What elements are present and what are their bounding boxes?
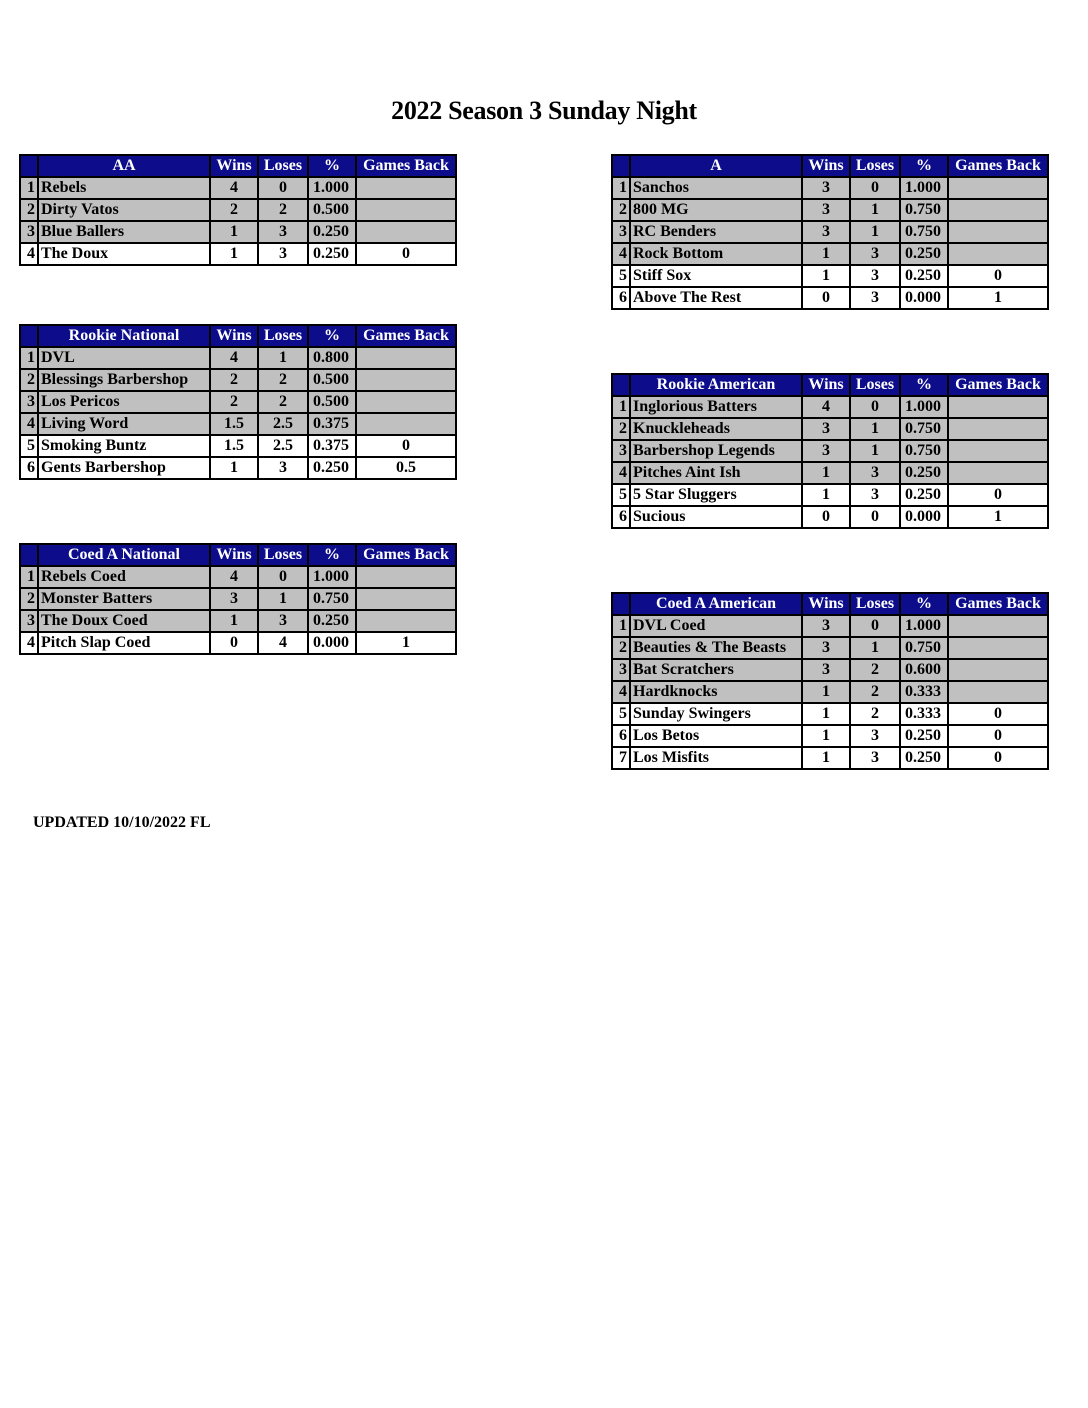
table-row bbox=[612, 637, 1048, 659]
games-back-cell: 0 bbox=[948, 703, 1048, 725]
loses-header: Loses bbox=[258, 544, 308, 566]
rank-header bbox=[612, 155, 630, 177]
wins-cell: 1 bbox=[210, 610, 258, 632]
table-row bbox=[20, 457, 456, 479]
wins-header: Wins bbox=[210, 325, 258, 347]
rank-cell: 2 bbox=[20, 199, 38, 221]
pct-header: % bbox=[900, 374, 948, 396]
team-name: Rebels bbox=[38, 177, 210, 199]
pct-cell: 0.250 bbox=[900, 747, 948, 769]
division-name: Coed A National bbox=[38, 544, 210, 566]
games-back-cell: 0 bbox=[948, 484, 1048, 506]
team-name: Bat Scratchers bbox=[630, 659, 802, 681]
loses-cell: 2 bbox=[258, 391, 308, 413]
team-name: DVL bbox=[38, 347, 210, 369]
team-name: Stiff Sox bbox=[630, 265, 802, 287]
pct-cell: 1.000 bbox=[900, 396, 948, 418]
loses-cell: 0 bbox=[850, 615, 900, 637]
header-row bbox=[612, 374, 1048, 396]
pct-cell: 0.750 bbox=[308, 588, 356, 610]
rank-cell: 1 bbox=[20, 566, 38, 588]
loses-cell: 1 bbox=[850, 637, 900, 659]
pct-cell: 0.250 bbox=[308, 221, 356, 243]
rank-cell: 4 bbox=[20, 243, 38, 265]
wins-cell: 3 bbox=[802, 440, 850, 462]
loses-cell: 2 bbox=[850, 703, 900, 725]
games-back-cell bbox=[356, 369, 456, 391]
table-row bbox=[612, 703, 1048, 725]
wins-cell: 1 bbox=[210, 457, 258, 479]
table-row bbox=[20, 199, 456, 221]
games-back-header: Games Back bbox=[356, 325, 456, 347]
loses-cell: 3 bbox=[850, 243, 900, 265]
rank-cell: 6 bbox=[20, 457, 38, 479]
games-back-cell bbox=[948, 681, 1048, 703]
rank-cell: 2 bbox=[612, 637, 630, 659]
games-back-cell: 0 bbox=[948, 747, 1048, 769]
table-row bbox=[20, 347, 456, 369]
games-back-cell: 1 bbox=[356, 632, 456, 654]
loses-cell: 3 bbox=[258, 457, 308, 479]
team-name: Sunday Swingers bbox=[630, 703, 802, 725]
table-row bbox=[20, 413, 456, 435]
team-name: Monster Batters bbox=[38, 588, 210, 610]
loses-cell: 2.5 bbox=[258, 435, 308, 457]
games-back-cell bbox=[356, 221, 456, 243]
loses-cell: 3 bbox=[258, 243, 308, 265]
games-back-cell bbox=[948, 221, 1048, 243]
wins-header: Wins bbox=[802, 155, 850, 177]
team-name: Dirty Vatos bbox=[38, 199, 210, 221]
loses-header: Loses bbox=[258, 155, 308, 177]
table-row bbox=[612, 440, 1048, 462]
header-row bbox=[20, 544, 456, 566]
wins-cell: 1.5 bbox=[210, 435, 258, 457]
loses-cell: 1 bbox=[850, 221, 900, 243]
rank-cell: 6 bbox=[612, 287, 630, 309]
pct-cell: 0.375 bbox=[308, 435, 356, 457]
wins-cell: 3 bbox=[802, 615, 850, 637]
games-back-cell: 1 bbox=[948, 287, 1048, 309]
loses-cell: 0 bbox=[850, 506, 900, 528]
rank-cell: 2 bbox=[612, 199, 630, 221]
pct-cell: 0.750 bbox=[900, 199, 948, 221]
team-name: Barbershop Legends bbox=[630, 440, 802, 462]
rank-header bbox=[20, 544, 38, 566]
pct-cell: 0.500 bbox=[308, 391, 356, 413]
rank-cell: 3 bbox=[612, 440, 630, 462]
loses-cell: 2.5 bbox=[258, 413, 308, 435]
table-row bbox=[20, 391, 456, 413]
loses-cell: 3 bbox=[850, 287, 900, 309]
pct-cell: 0.000 bbox=[900, 287, 948, 309]
wins-cell: 4 bbox=[210, 566, 258, 588]
pct-cell: 0.750 bbox=[900, 637, 948, 659]
wins-cell: 3 bbox=[210, 588, 258, 610]
pct-header: % bbox=[308, 544, 356, 566]
wins-cell: 2 bbox=[210, 369, 258, 391]
games-back-cell bbox=[356, 566, 456, 588]
team-name: Pitches Aint Ish bbox=[630, 462, 802, 484]
pct-cell: 0.500 bbox=[308, 199, 356, 221]
table-row bbox=[612, 221, 1048, 243]
pct-cell: 0.250 bbox=[308, 243, 356, 265]
pct-cell: 0.600 bbox=[900, 659, 948, 681]
games-back-header: Games Back bbox=[948, 374, 1048, 396]
table-row bbox=[20, 632, 456, 654]
team-name: Blessings Barbershop bbox=[38, 369, 210, 391]
games-back-cell bbox=[948, 396, 1048, 418]
wins-cell: 0 bbox=[802, 287, 850, 309]
team-name: Los Betos bbox=[630, 725, 802, 747]
table-row bbox=[612, 725, 1048, 747]
games-back-cell bbox=[948, 659, 1048, 681]
standings-table-aa bbox=[19, 154, 457, 266]
rank-cell: 1 bbox=[612, 396, 630, 418]
rank-cell: 4 bbox=[20, 632, 38, 654]
pct-header: % bbox=[900, 593, 948, 615]
loses-cell: 3 bbox=[850, 484, 900, 506]
page-title: 2022 Season 3 Sunday Night bbox=[391, 96, 697, 125]
wins-cell: 2 bbox=[210, 199, 258, 221]
loses-cell: 0 bbox=[258, 177, 308, 199]
rank-cell: 2 bbox=[20, 588, 38, 610]
division-name: Coed A American bbox=[630, 593, 802, 615]
games-back-cell: 0 bbox=[356, 243, 456, 265]
table-row bbox=[612, 462, 1048, 484]
games-back-cell bbox=[356, 610, 456, 632]
wins-header: Wins bbox=[210, 544, 258, 566]
wins-header: Wins bbox=[210, 155, 258, 177]
table-row bbox=[20, 566, 456, 588]
pct-header: % bbox=[308, 155, 356, 177]
wins-cell: 1 bbox=[802, 484, 850, 506]
division-name: Rookie American bbox=[630, 374, 802, 396]
pct-cell: 0.250 bbox=[900, 484, 948, 506]
rank-cell: 3 bbox=[20, 221, 38, 243]
wins-header: Wins bbox=[802, 593, 850, 615]
games-back-header: Games Back bbox=[356, 544, 456, 566]
table-row bbox=[20, 221, 456, 243]
division-name: A bbox=[630, 155, 802, 177]
wins-cell: 4 bbox=[802, 396, 850, 418]
games-back-cell bbox=[948, 637, 1048, 659]
wins-cell: 1 bbox=[802, 243, 850, 265]
rank-cell: 6 bbox=[612, 506, 630, 528]
team-name: The Doux bbox=[38, 243, 210, 265]
pct-cell: 0.750 bbox=[900, 418, 948, 440]
pct-header: % bbox=[308, 325, 356, 347]
games-back-cell bbox=[948, 177, 1048, 199]
rank-cell: 1 bbox=[612, 615, 630, 637]
wins-cell: 3 bbox=[802, 637, 850, 659]
loses-cell: 1 bbox=[850, 418, 900, 440]
wins-cell: 1 bbox=[802, 265, 850, 287]
team-name: Los Pericos bbox=[38, 391, 210, 413]
wins-cell: 4 bbox=[210, 347, 258, 369]
table-row bbox=[612, 287, 1048, 309]
team-name: Blue Ballers bbox=[38, 221, 210, 243]
standings-table-rookie-national bbox=[19, 324, 457, 480]
games-back-header: Games Back bbox=[356, 155, 456, 177]
table-row bbox=[20, 610, 456, 632]
games-back-cell bbox=[948, 440, 1048, 462]
rank-cell: 2 bbox=[20, 369, 38, 391]
team-name: Beauties & The Beasts bbox=[630, 637, 802, 659]
table-row bbox=[612, 681, 1048, 703]
header-row bbox=[612, 593, 1048, 615]
loses-cell: 4 bbox=[258, 632, 308, 654]
pct-cell: 0.750 bbox=[900, 221, 948, 243]
loses-cell: 2 bbox=[258, 369, 308, 391]
loses-cell: 1 bbox=[850, 199, 900, 221]
rank-cell: 4 bbox=[612, 462, 630, 484]
games-back-cell: 0 bbox=[356, 435, 456, 457]
table-row bbox=[612, 199, 1048, 221]
rank-cell: 6 bbox=[612, 725, 630, 747]
wins-cell: 1 bbox=[802, 703, 850, 725]
team-name: 5 Star Sluggers bbox=[630, 484, 802, 506]
games-back-cell bbox=[356, 588, 456, 610]
pct-cell: 0.250 bbox=[308, 457, 356, 479]
loses-header: Loses bbox=[850, 374, 900, 396]
wins-cell: 1 bbox=[210, 243, 258, 265]
loses-cell: 1 bbox=[850, 440, 900, 462]
table-row bbox=[20, 243, 456, 265]
standings-table-coed-a-national bbox=[19, 543, 457, 655]
rank-header bbox=[20, 155, 38, 177]
table-row bbox=[20, 435, 456, 457]
wins-cell: 1 bbox=[802, 681, 850, 703]
loses-header: Loses bbox=[258, 325, 308, 347]
loses-cell: 2 bbox=[258, 199, 308, 221]
games-back-cell bbox=[356, 199, 456, 221]
standings-table-rookie-american bbox=[611, 373, 1049, 529]
wins-cell: 3 bbox=[802, 418, 850, 440]
pct-cell: 0.250 bbox=[900, 725, 948, 747]
table-row bbox=[20, 177, 456, 199]
wins-header: Wins bbox=[802, 374, 850, 396]
team-name: 800 MG bbox=[630, 199, 802, 221]
loses-header: Loses bbox=[850, 593, 900, 615]
pct-cell: 0.000 bbox=[308, 632, 356, 654]
table-row bbox=[20, 588, 456, 610]
loses-cell: 1 bbox=[258, 347, 308, 369]
team-name: Rock Bottom bbox=[630, 243, 802, 265]
rank-cell: 5 bbox=[612, 484, 630, 506]
table-row bbox=[612, 265, 1048, 287]
pct-cell: 0.750 bbox=[900, 440, 948, 462]
header-row bbox=[20, 325, 456, 347]
team-name: Gents Barbershop bbox=[38, 457, 210, 479]
wins-cell: 1 bbox=[210, 221, 258, 243]
games-back-cell bbox=[948, 418, 1048, 440]
wins-cell: 3 bbox=[802, 199, 850, 221]
rank-cell: 7 bbox=[612, 747, 630, 769]
games-back-cell: 0 bbox=[948, 725, 1048, 747]
team-name: Rebels Coed bbox=[38, 566, 210, 588]
table-row bbox=[612, 747, 1048, 769]
pct-cell: 0.250 bbox=[308, 610, 356, 632]
table-row bbox=[612, 484, 1048, 506]
wins-cell: 3 bbox=[802, 221, 850, 243]
loses-cell: 1 bbox=[258, 588, 308, 610]
table-row bbox=[612, 418, 1048, 440]
wins-cell: 1.5 bbox=[210, 413, 258, 435]
rank-cell: 5 bbox=[612, 703, 630, 725]
pct-cell: 0.333 bbox=[900, 681, 948, 703]
pct-header: % bbox=[900, 155, 948, 177]
wins-cell: 1 bbox=[802, 725, 850, 747]
updated-note: UPDATED 10/10/2022 FL bbox=[33, 814, 211, 831]
team-name: Living Word bbox=[38, 413, 210, 435]
wins-cell: 4 bbox=[210, 177, 258, 199]
loses-cell: 0 bbox=[850, 177, 900, 199]
pct-cell: 0.800 bbox=[308, 347, 356, 369]
rank-header bbox=[20, 325, 38, 347]
wins-cell: 0 bbox=[802, 506, 850, 528]
wins-cell: 3 bbox=[802, 177, 850, 199]
wins-cell: 3 bbox=[802, 659, 850, 681]
team-name: The Doux Coed bbox=[38, 610, 210, 632]
pct-cell: 0.000 bbox=[900, 506, 948, 528]
loses-header: Loses bbox=[850, 155, 900, 177]
standings-table-coed-a-american bbox=[611, 592, 1049, 770]
loses-cell: 0 bbox=[850, 396, 900, 418]
pct-cell: 0.250 bbox=[900, 243, 948, 265]
table-row bbox=[612, 506, 1048, 528]
loses-cell: 3 bbox=[258, 221, 308, 243]
pct-cell: 0.500 bbox=[308, 369, 356, 391]
loses-cell: 3 bbox=[850, 725, 900, 747]
team-name: Los Misfits bbox=[630, 747, 802, 769]
rank-cell: 3 bbox=[20, 391, 38, 413]
loses-cell: 3 bbox=[850, 265, 900, 287]
games-back-cell: 0.5 bbox=[356, 457, 456, 479]
pct-cell: 1.000 bbox=[900, 177, 948, 199]
table-row bbox=[612, 659, 1048, 681]
loses-cell: 3 bbox=[850, 747, 900, 769]
rank-cell: 5 bbox=[612, 265, 630, 287]
header-row bbox=[20, 155, 456, 177]
pct-cell: 1.000 bbox=[308, 177, 356, 199]
rank-header bbox=[612, 374, 630, 396]
wins-cell: 1 bbox=[802, 747, 850, 769]
loses-cell: 0 bbox=[258, 566, 308, 588]
rank-cell: 3 bbox=[612, 221, 630, 243]
loses-cell: 2 bbox=[850, 659, 900, 681]
games-back-cell bbox=[356, 347, 456, 369]
games-back-cell bbox=[948, 462, 1048, 484]
table-row bbox=[612, 615, 1048, 637]
rank-header bbox=[612, 593, 630, 615]
games-back-cell: 0 bbox=[948, 265, 1048, 287]
rank-cell: 4 bbox=[612, 681, 630, 703]
pct-cell: 0.250 bbox=[900, 462, 948, 484]
table-row bbox=[20, 369, 456, 391]
header-row bbox=[612, 155, 1048, 177]
wins-cell: 2 bbox=[210, 391, 258, 413]
rank-cell: 4 bbox=[20, 413, 38, 435]
games-back-cell bbox=[356, 413, 456, 435]
pct-cell: 0.250 bbox=[900, 265, 948, 287]
rank-cell: 1 bbox=[20, 347, 38, 369]
rank-cell: 2 bbox=[612, 418, 630, 440]
team-name: Knuckleheads bbox=[630, 418, 802, 440]
team-name: Pitch Slap Coed bbox=[38, 632, 210, 654]
games-back-header: Games Back bbox=[948, 593, 1048, 615]
team-name: Hardknocks bbox=[630, 681, 802, 703]
pct-cell: 1.000 bbox=[308, 566, 356, 588]
pct-cell: 0.375 bbox=[308, 413, 356, 435]
wins-cell: 0 bbox=[210, 632, 258, 654]
team-name: Above The Rest bbox=[630, 287, 802, 309]
loses-cell: 2 bbox=[850, 681, 900, 703]
wins-cell: 1 bbox=[802, 462, 850, 484]
games-back-cell: 1 bbox=[948, 506, 1048, 528]
division-name: AA bbox=[38, 155, 210, 177]
table-row bbox=[612, 243, 1048, 265]
team-name: Sanchos bbox=[630, 177, 802, 199]
table-row bbox=[612, 396, 1048, 418]
rank-cell: 3 bbox=[612, 659, 630, 681]
rank-cell: 5 bbox=[20, 435, 38, 457]
games-back-cell bbox=[356, 391, 456, 413]
division-name: Rookie National bbox=[38, 325, 210, 347]
table-row bbox=[612, 177, 1048, 199]
team-name: RC Benders bbox=[630, 221, 802, 243]
loses-cell: 3 bbox=[850, 462, 900, 484]
rank-cell: 1 bbox=[20, 177, 38, 199]
team-name: Inglorious Batters bbox=[630, 396, 802, 418]
team-name: Sucious bbox=[630, 506, 802, 528]
games-back-header: Games Back bbox=[948, 155, 1048, 177]
games-back-cell bbox=[948, 615, 1048, 637]
games-back-cell bbox=[948, 243, 1048, 265]
loses-cell: 3 bbox=[258, 610, 308, 632]
games-back-cell bbox=[356, 177, 456, 199]
rank-cell: 3 bbox=[20, 610, 38, 632]
standings-table-a bbox=[611, 154, 1049, 310]
games-back-cell bbox=[948, 199, 1048, 221]
team-name: DVL Coed bbox=[630, 615, 802, 637]
pct-cell: 1.000 bbox=[900, 615, 948, 637]
rank-cell: 1 bbox=[612, 177, 630, 199]
rank-cell: 4 bbox=[612, 243, 630, 265]
pct-cell: 0.333 bbox=[900, 703, 948, 725]
team-name: Smoking Buntz bbox=[38, 435, 210, 457]
